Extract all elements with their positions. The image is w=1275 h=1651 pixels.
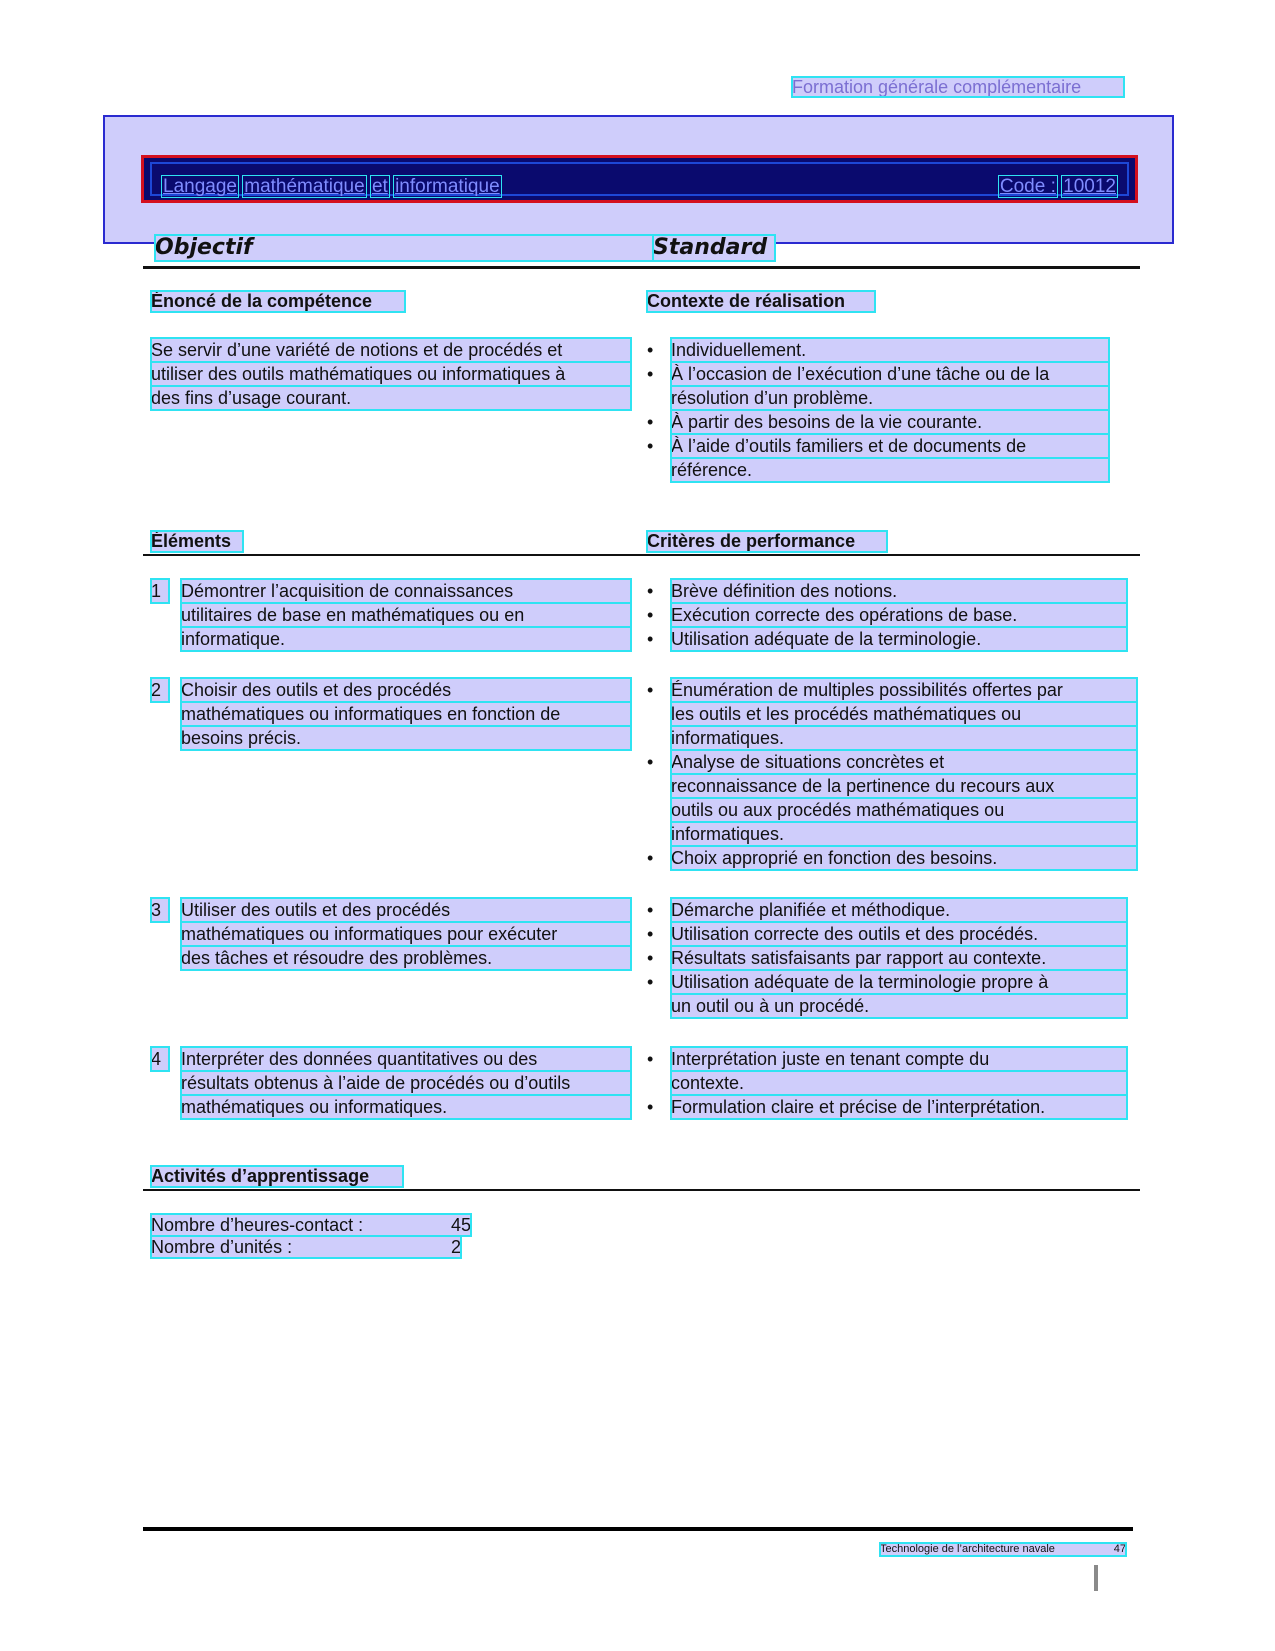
title-bar-inner-frame <box>150 162 1129 196</box>
element-item <box>151 678 631 750</box>
context-list <box>647 338 1109 482</box>
divider <box>143 554 1140 556</box>
competence-line: utiliser des outils mathématiques ou informatiques à <box>151 362 631 386</box>
divider <box>143 1189 1140 1191</box>
program-label: Formation générale complémentaire <box>792 77 1124 97</box>
criteria-item: • Utilisation correcte des outils et des procédés. <box>647 922 1127 946</box>
criteria-list <box>647 678 1137 870</box>
footer <box>880 1543 1126 1556</box>
element-line: utilitaires de base en mathématiques ou en <box>181 603 631 627</box>
code-label: Code : <box>999 176 1056 197</box>
criteria-item: • Brève définition des notions. <box>647 579 1127 603</box>
course-title-bar <box>141 155 1138 203</box>
criteria-item: • Exécution correcte des opérations de base. <box>647 603 1127 627</box>
page-number: 47 <box>1113 1543 1126 1555</box>
course-code <box>999 176 1117 198</box>
element-line: résultats obtenus à l’aide de procédés ou d’outils <box>181 1071 631 1095</box>
criteria-item: • Interprétation juste en tenant compte du contexte. <box>647 1047 1127 1095</box>
competence-line: Se servir d’une variété de notions et de procédés et <box>151 338 631 362</box>
title-word: informatique <box>395 176 500 197</box>
elements-heading: Éléments <box>151 531 243 552</box>
units-row <box>151 1236 461 1258</box>
context-heading: Contexte de réalisation <box>647 291 875 312</box>
element-line: informatique. <box>181 627 631 651</box>
hours-value: 45 <box>450 1215 471 1235</box>
footer-title: Technologie de l’architecture navale <box>880 1543 1055 1555</box>
element-line: mathématiques ou informatiques. <box>181 1095 631 1119</box>
units-value: 2 <box>450 1237 461 1257</box>
element-item <box>151 1047 631 1119</box>
title-word: mathématique <box>244 176 365 197</box>
criteria-item: • Utilisation adéquate de la terminologie propre à un outil ou à un procédé. <box>647 970 1127 1018</box>
criteria-item: • Analyse de situations concrètes et reconnaissance de la pertinence du recours aux outils ou aux procédés mathématiques ou informatiques. <box>647 750 1137 846</box>
footer-rule <box>143 1527 1133 1531</box>
units-label: Nombre d’unités : <box>151 1237 293 1257</box>
context-item: • À partir des besoins de la vie courante. <box>647 410 1109 434</box>
element-line: Choisir des outils et des procédés <box>181 678 631 702</box>
title-word: Langage <box>163 176 237 197</box>
element-number: 4 <box>151 1047 169 1071</box>
element-number: 3 <box>151 898 169 922</box>
criteria-list <box>647 898 1127 1018</box>
code-value: 10012 <box>1063 176 1116 197</box>
course-title <box>162 176 501 198</box>
criteria-item: • Formulation claire et précise de l’interprétation. <box>647 1095 1127 1119</box>
context-item: • Individuellement. <box>647 338 1109 362</box>
competence-statement <box>151 338 631 410</box>
element-line: des tâches et résoudre des problèmes. <box>181 946 631 970</box>
criteria-heading: Critères de performance <box>647 531 887 552</box>
activities-info <box>151 1214 471 1258</box>
element-line: mathématiques ou informatiques en fonction de <box>181 702 631 726</box>
competence-heading: Énoncé de la compétence <box>151 291 405 312</box>
element-line: mathématiques ou informatiques pour exécuter <box>181 922 631 946</box>
element-line: Interpréter des données quantitatives ou des <box>181 1047 631 1071</box>
divider <box>143 266 1140 269</box>
element-item <box>151 579 631 651</box>
criteria-item: • Énumération de multiples possibilités offertes par les outils et les procédés mathématiques ou informatiques. <box>647 678 1137 750</box>
hours-label: Nombre d’heures-contact : <box>151 1215 364 1235</box>
element-line: Utiliser des outils et des procédés <box>181 898 631 922</box>
activities-heading: Activités d’apprentissage <box>151 1166 403 1187</box>
column-heading-objectif: Objectif <box>155 235 769 261</box>
criteria-item: • Utilisation adéquate de la terminologie. <box>647 627 1127 651</box>
criteria-item: • Résultats satisfaisants par rapport au contexte. <box>647 946 1127 970</box>
column-heading-standard: Standard <box>653 235 775 261</box>
element-line: besoins précis. <box>181 726 631 750</box>
criteria-item: • Démarche planifiée et méthodique. <box>647 898 1127 922</box>
competence-line: des fins d’usage courant. <box>151 386 631 410</box>
element-item <box>151 898 631 970</box>
context-item: • À l’occasion de l’exécution d’une tâche ou de la résolution d’un problème. <box>647 362 1109 410</box>
criteria-list <box>647 579 1127 651</box>
criteria-item: • Choix approprié en fonction des besoins. <box>647 846 1137 870</box>
title-word: et <box>371 176 388 197</box>
criteria-list <box>647 1047 1127 1119</box>
element-line: Démontrer l’acquisition de connaissances <box>181 579 631 603</box>
context-item: • À l’aide d’outils familiers et de documents de référence. <box>647 434 1109 482</box>
element-number: 1 <box>151 579 169 603</box>
hours-row <box>151 1214 471 1236</box>
footer-mark <box>1094 1565 1098 1591</box>
element-number: 2 <box>151 678 169 702</box>
